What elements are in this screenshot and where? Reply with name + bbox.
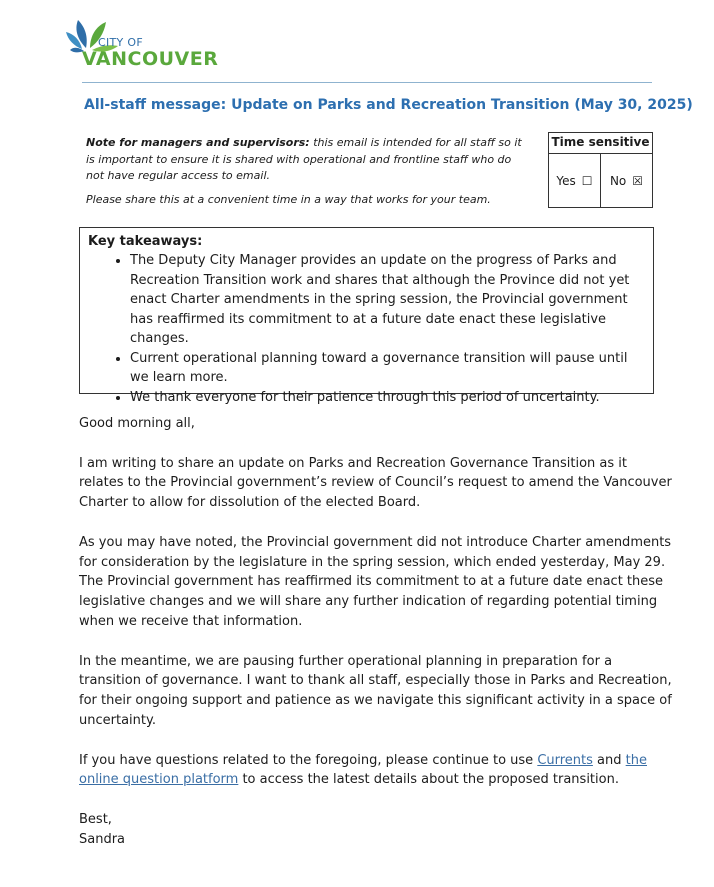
note-text: this email is intended for all staff so it is important to ensure it is shared with operational and frontline staff who do not have regular access to email. <box>86 136 522 182</box>
signoff: Best, <box>79 811 112 827</box>
body-paragraph-4 <box>79 751 675 791</box>
no-checked-box-icon: ☒ <box>632 174 644 188</box>
body-paragraph-3: In the meantime, we are pausing further operational planning in preparation for a transition of governance. I want to thank all staff, especially those in Parks and Recreation, for their ongoing support and patience as we navigate this significant activity in a space of uncertainty. <box>79 653 672 728</box>
page-title: All-staff message: Update on Parks and Recreation Transition (May 30, 2025) <box>84 97 693 113</box>
time-sensitive-no <box>600 154 652 208</box>
key-takeaways-heading: Key takeaways: <box>88 234 203 249</box>
time-sensitive-header: Time sensitive <box>549 133 652 154</box>
p4-mid: and <box>592 752 626 768</box>
logo-city-of: CITY OF <box>98 36 143 49</box>
p4-pre: If you have questions related to the foregoing, please continue to use <box>79 752 538 768</box>
currents-link[interactable]: Currents <box>537 752 593 768</box>
greeting: Good morning all, <box>79 416 195 431</box>
no-label: No <box>609 174 627 188</box>
key-takeaways-box <box>79 227 654 405</box>
signature-name: Sandra <box>79 831 126 847</box>
note-share: Please share this at a convenient time in a way that works for your team. <box>86 192 491 206</box>
time-sensitive-yes <box>549 154 600 208</box>
list-item: • Current operational planning toward a governance transition will pause until we learn more. <box>130 349 643 388</box>
question-platform-link[interactable]: the online question platform <box>79 752 647 788</box>
list-item: • We thank everyone for their patience through this period of uncertainty. <box>130 388 643 408</box>
key-takeaways-list <box>88 251 643 407</box>
list-item: • The Deputy City Manager provides an update on the progress of Parks and Recreation Transition work and shares that although the Province did not yet enact Charter amendments in the spring session, the Provincial government has reaffirmed its commitment to at a future date enact these legislative changes. <box>130 251 643 349</box>
body-paragraph-1: I am writing to share an update on Parks and Recreation Governance Transition as it relates to the Provincial government’s review of Council’s request to amend the Vancouver Charter to allow for dissolution of the elected Board. <box>79 455 672 511</box>
signoff-block <box>79 810 675 850</box>
city-logo <box>64 16 219 76</box>
note-paragraph <box>86 135 531 185</box>
logo-vancouver: VANCOUVER <box>82 48 219 70</box>
manager-note <box>86 135 531 208</box>
email-body <box>79 414 675 850</box>
p4-post: to access the latest details about the proposed transition. <box>238 772 619 788</box>
header-divider <box>82 82 652 83</box>
yes-label: Yes <box>556 174 576 188</box>
body-paragraph-2: As you may have noted, the Provincial government did not introduce Charter amendments for consideration by the legislature in the spring session, which ended yesterday, May 29. The Provincial government has reaffirmed its commitment to at a future date enact these legislative changes and we will share any further indication of regarding potential timing when we receive that information. <box>79 534 672 629</box>
note-bold: Note for managers and supervisors: <box>86 136 310 149</box>
yes-checkbox-icon: ☐ <box>581 174 593 188</box>
time-sensitive-table <box>548 132 653 208</box>
